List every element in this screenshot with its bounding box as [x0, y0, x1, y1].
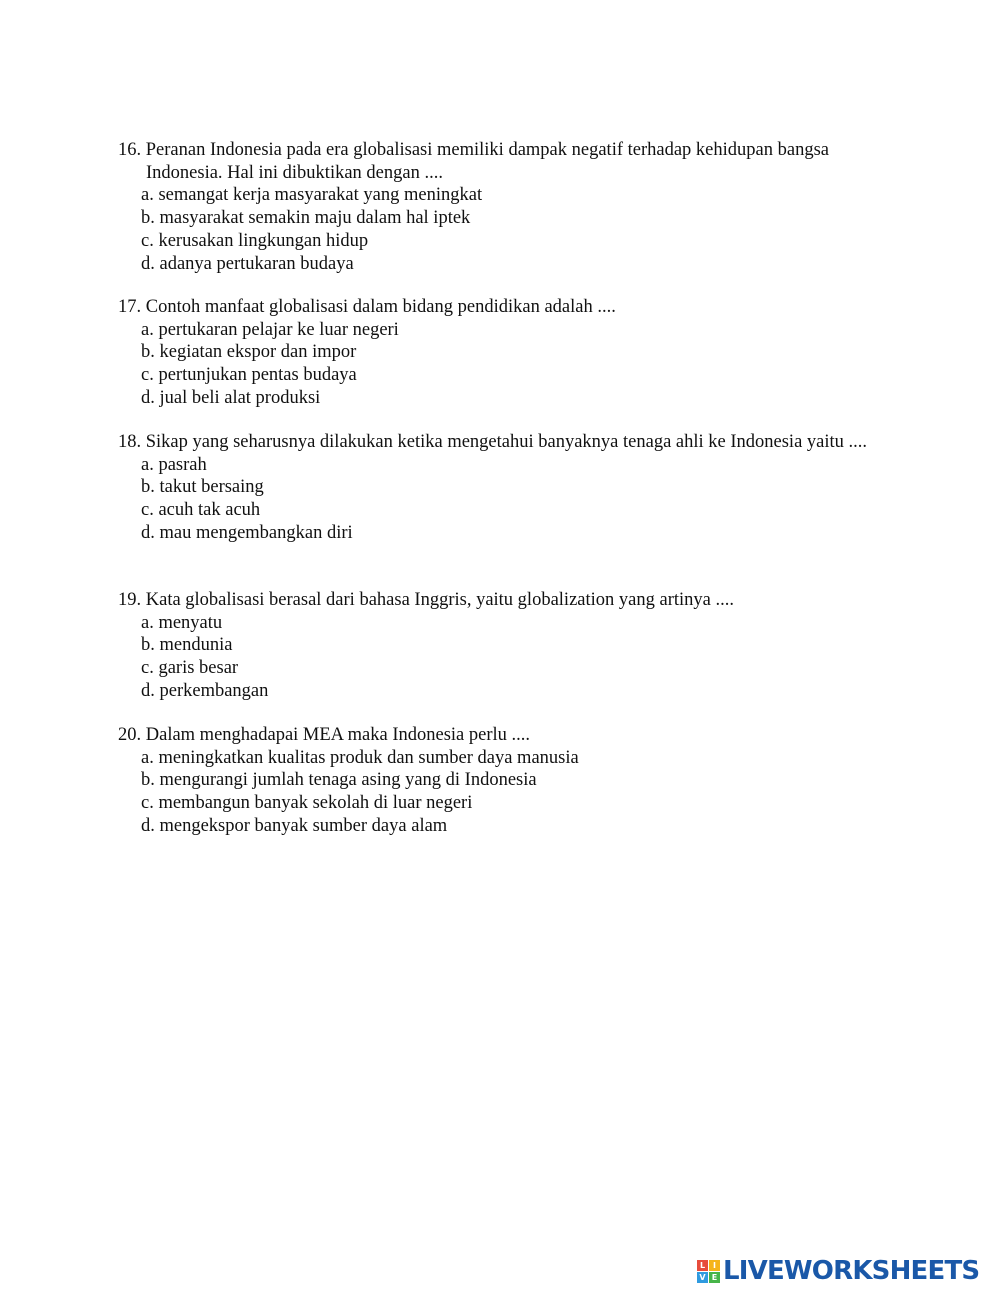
- options-list: [118, 454, 878, 545]
- question-text: Sikap yang seharusnya dilakukan ketika mengetahui banyaknya tenaga ahli ke Indonesia yaitu ....: [145, 432, 868, 452]
- badge-letter-e: E: [709, 1272, 720, 1283]
- option-b: b. kegiatan ekspor dan impor: [141, 342, 357, 363]
- option-d: d. adanya pertukaran budaya: [141, 253, 354, 274]
- question-text: Dalam menghadapai MEA maka Indonesia perlu ....: [145, 725, 531, 745]
- question-number: 17.: [118, 297, 142, 317]
- options-list: [118, 747, 878, 838]
- question-stem: [118, 431, 878, 454]
- question-number: 18.: [118, 432, 142, 452]
- question-number: 19.: [118, 590, 142, 610]
- option-a: a. pasrah: [141, 454, 207, 475]
- option-a: a. menyatu: [141, 612, 223, 633]
- question-20: [118, 724, 878, 838]
- options-list: [118, 319, 878, 410]
- question-text: Peranan Indonesia pada era globalisasi memiliki dampak negatif terhadap kehidupan bangsa Indonesia. Hal ini dibuktikan dengan ....: [145, 140, 829, 183]
- question-stem: [118, 589, 878, 612]
- question-number: 16.: [118, 140, 142, 160]
- question-stem: [118, 724, 878, 747]
- option-c: c. pertunjukan pentas budaya: [141, 365, 357, 386]
- question-stem: [118, 296, 878, 319]
- option-a: a. meningkatkan kualitas produk dan sumber daya manusia: [141, 747, 579, 768]
- question-18: [118, 431, 878, 545]
- option-a: a. pertukaran pelajar ke luar negeri: [141, 319, 399, 340]
- option-b: b. mendunia: [141, 635, 233, 656]
- option-a: a. semangat kerja masyarakat yang meningkat: [141, 185, 483, 206]
- option-d: d. mengekspor banyak sumber daya alam: [141, 815, 448, 836]
- question-16: [118, 139, 878, 275]
- question-text: Kata globalisasi berasal dari bahasa Inggris, yaitu globalization yang artinya ....: [145, 590, 734, 610]
- question-17: [118, 296, 878, 410]
- badge-letter-i: I: [709, 1260, 720, 1271]
- options-list: [118, 612, 878, 703]
- option-c: c. garis besar: [141, 658, 239, 679]
- option-d: d. perkembangan: [141, 680, 269, 701]
- question-text: Contoh manfaat globalisasi dalam bidang pendidikan adalah ....: [145, 297, 616, 317]
- question-19: [118, 589, 878, 703]
- option-d: d. jual beli alat produksi: [141, 387, 321, 408]
- liveworksheets-logo: [697, 1256, 979, 1286]
- badge-letter-v: V: [697, 1272, 708, 1283]
- badge-letter-l: L: [697, 1260, 708, 1271]
- option-b: b. masyarakat semakin maju dalam hal iptek: [141, 208, 471, 229]
- option-d: d. mau mengembangkan diri: [141, 522, 353, 543]
- option-c: c. acuh tak acuh: [141, 500, 261, 521]
- question-number: 20.: [118, 725, 142, 745]
- option-b: b. takut bersaing: [141, 477, 264, 498]
- question-stem: [118, 139, 878, 184]
- live-badge-icon: [697, 1260, 720, 1283]
- options-list: [118, 184, 878, 275]
- brand-name: LIVEWORKSHEETS: [723, 1256, 980, 1286]
- option-c: c. kerusakan lingkungan hidup: [141, 230, 369, 251]
- option-c: c. membangun banyak sekolah di luar negeri: [141, 793, 473, 814]
- option-b: b. mengurangi jumlah tenaga asing yang di Indonesia: [141, 770, 537, 791]
